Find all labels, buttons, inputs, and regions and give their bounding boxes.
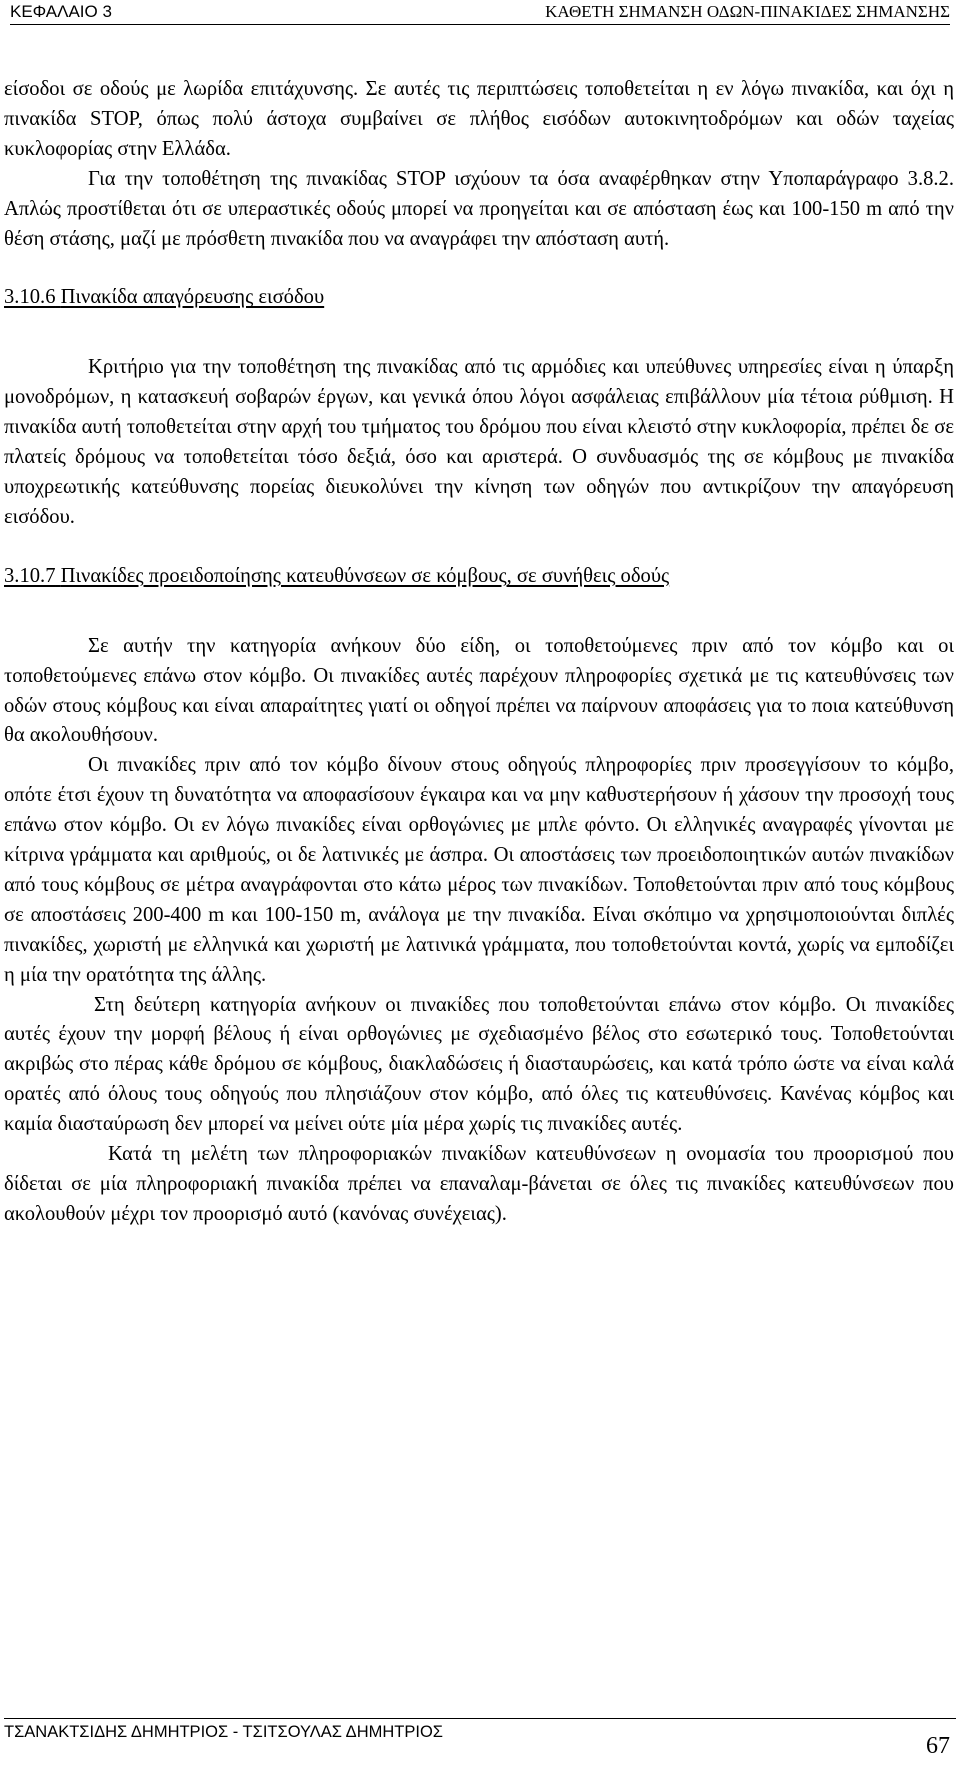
footer-authors: ΤΣΑΝΑΚΤΣΙΔΗΣ ΔΗΜΗΤΡΙΟΣ - ΤΣΙΤΣΟΥΛΑΣ ΔΗΜΗΤΡΙΟΣ (4, 1723, 443, 1741)
paragraph: Κατά τη μελέτη των πληροφοριακών πινακίδων κατευθύνσεων η ονομασία του προορισμού που δίδεται σε μία πληροφοριακή πινακίδα πρέπει να επαναλαμ-βάνεται σε όλες τις πινακίδες κατευθύνσεων που ακολουθούν μέχρι τον προορισμό αυτό (κανόνας συνέχειας). (4, 1143, 954, 1225)
page-number: 67 (926, 1733, 950, 1759)
paragraph: Για την τοποθέτηση της πινακίδας STOP ισχύουν τα όσα αναφέρθηκαν στην Υποπαράγραφο 3.8.2. Απλώς προστίθεται ότι σε υπεραστικές οδούς μπορεί να προηγείται και σε απόσταση έως και 100-150 m από την θέση στάσης, μαζί με πρόσθετη πινακίδα που να αναγράφει την απόσταση αυτή. (4, 167, 954, 250)
running-header (10, 2, 950, 25)
section-title: Πινακίδες προειδοποίησης κατευθύνσεων σε κόμβους, σε συνήθεις οδούς (60, 564, 670, 587)
chapter-label: ΚΕΦΑΛΑΙΟ 3 (10, 2, 112, 21)
page-body (4, 75, 954, 1230)
section-number: 3.10.6 (4, 286, 56, 309)
paragraph: είσοδοι σε οδούς με λωρίδα επιτάχυνσης. Σε αυτές τις περιπτώσεις τοποθετείται η εν λόγω πινακίδα, και όχι η πινακίδα STOP, όπως πολύ άστοχα συμβαίνει σε πλήθος εισόδων αυτοκινητοδρόμων και οδών ταχείας κυκλοφορίας στην Ελλάδα. (4, 78, 954, 160)
section-number: 3.10.7 (4, 564, 56, 587)
paragraph: Οι πινακίδες πριν από τον κόμβο δίνουν στους οδηγούς πληροφορίες πριν προσεγγίσουν το κόμβο, οπότε έτσι έχουν τη δυνατότητα να αποφασίσουν έγκαιρα και να μην καθυστερήσουν ή χάσουν την προσοχή τους επάνω στον κόμβο. Οι εν λόγω πινακίδες είναι ορθογώνιες με μπλε φόντο. Οι ελληνικές αναγραφές γίνονται με κίτρινα γράμματα και αριθμούς, οι δε λατινικές με άσπρα. Οι αποστάσεις των προειδοποιητικών αυτών πινακίδων από τους κόμβους σε μέτρα αναγράφονται στο κάτω μέρος των πινακίδων. Τοποθετούνται πριν από τους κόμβους σε αποστάσεις 200-400 m και 100-150 m, ανάλογα με την πινακίδα. Είναι σκόπιμο να χρησιμοποιούνται διπλές πινακίδες, χωριστή με ελληνικά και χωριστή με λατινικά γράμματα, που τοποθετούνται κοντά, χωρίς να εμποδίζει η μία την ορατότητα της άλλης. (4, 754, 954, 986)
section-heading-3-10-7 (4, 562, 954, 592)
page-footer (4, 1718, 956, 1759)
paragraph: Στη δεύτερη κατηγορία ανήκουν οι πινακίδες που τοποθετούνται επάνω στον κόμβο. Οι πινακίδες αυτές έχουν την μορφή βέλους ή είναι ορθογώνιες με σχεδιασμένο βέλος στο εσωτερικό τους. Τοποθετούνται ακριβώς στο πέρας κάθε δρόμου σε κόμβους, διακλαδώσεις ή διασταυρώσεις, και κατά τρόπο ώστε να είναι καλά ορατές από όλους τους οδηγούς που πλησιάζουν στον κόμβο, από όλες τις κατευθύνσεις. Κανένας κόμβος και καμία διασταύρωση δεν μπορεί να μείνει ούτε μία μέρα χωρίς τις πινακίδες αυτές. (4, 993, 954, 1136)
paragraph: Κριτήριο για την τοποθέτηση της πινακίδας από τις αρμόδιες και υπεύθυνες υπηρεσίες είναι η ύπαρξη μονοδρόμων, η κατασκευή σοβαρών έργων, και γενικά όπου λόγοι ασφάλειας επιβάλλουν μία τέτοια ρύθμιση. Η πινακίδα αυτή τοποθετείται στην αρχή του τμήματος του δρόμου που είναι κλειστό στην κυκλοφορία, πρέπει δε σε πλατείς δρόμους να τοποθετείται τόσο δεξιά, όσο και αριστερά. Ο συνδυασμός της σε κόμβους με πινακίδα υποχρεωτικής κατεύθυνσης πορείας διευκολύνει την κίνηση των οδηγών που αντικρίζουν την απαγόρευση εισόδου. (4, 356, 954, 528)
paragraph: Σε αυτήν την κατηγορία ανήκουν δύο είδη, οι τοποθετούμενες πριν από τον κόμβο και οι τοποθετούμενες επάνω στον κόμβο. Οι πινακίδες αυτές παρέχουν πληροφορίες σχετικά με τις κατευθύνσεις των οδών στους κόμβους και είναι απαραίτητες γιατί οι οδηγοί πρέπει να παίρνουν αποφάσεις για το ποια κατεύθυνση θα ακολουθήσουν. (4, 634, 954, 747)
section-title: Πινακίδα απαγόρευσης εισόδου (60, 286, 325, 309)
chapter-title: ΚΑΘΕΤΗ ΣΗΜΑΝΣΗ ΟΔΩΝ-ΠΙΝΑΚΙΔΕΣ ΣΗΜΑΝΣΗΣ (545, 2, 950, 21)
section-heading-3-10-6 (4, 283, 954, 313)
